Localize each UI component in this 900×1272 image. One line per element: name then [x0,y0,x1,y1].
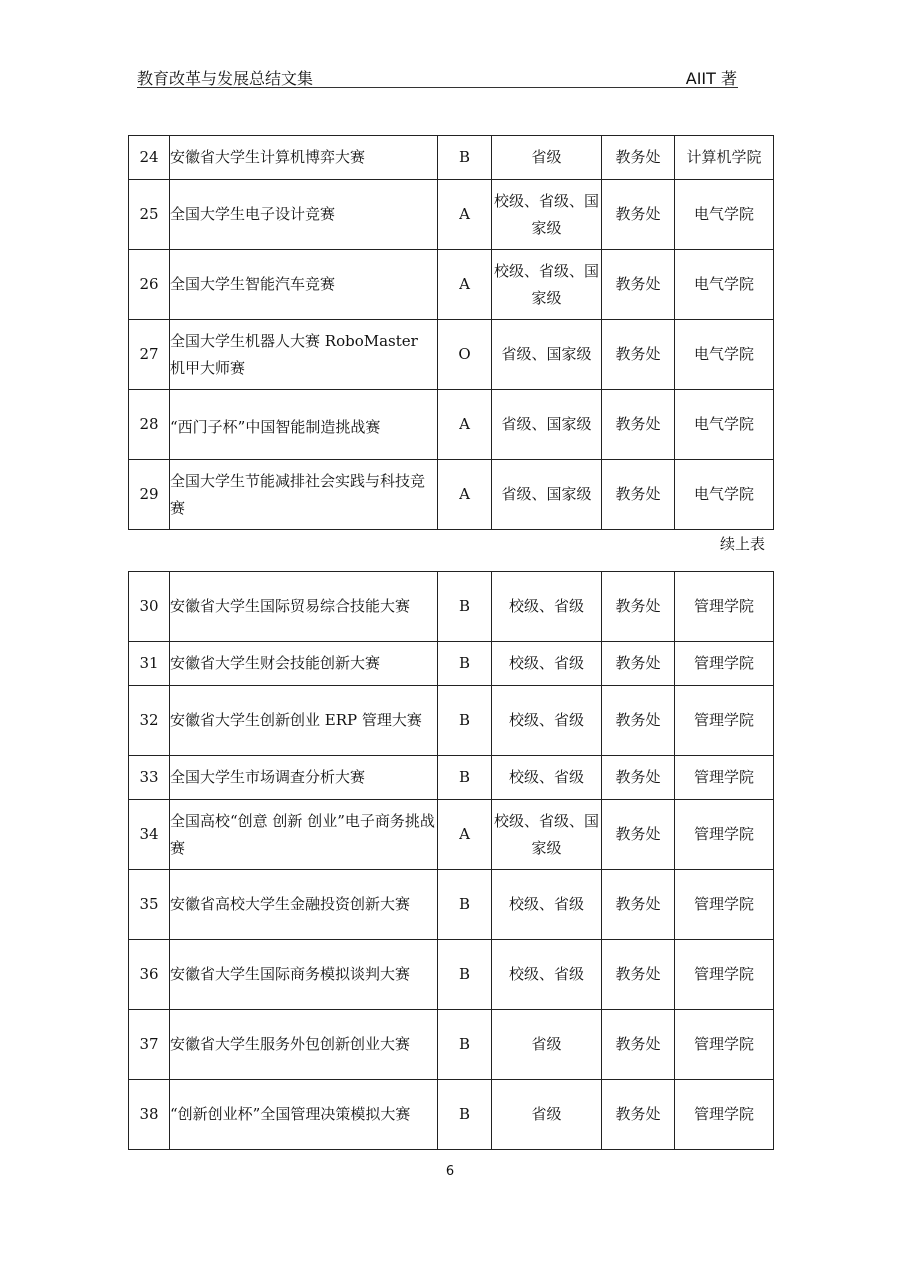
row-number: 34 [129,800,170,870]
table-row [129,250,774,320]
continued-label: 续上表 [719,535,765,553]
table-row [129,320,774,390]
competition-name [170,180,438,250]
host-department: 电气学院 [675,390,774,460]
competition-name-text: “西门子杯”中国智能制造挑战赛 [170,418,381,436]
organizing-office: 教务处 [602,136,675,180]
table-row [129,1080,774,1150]
competition-name [170,572,438,642]
competition-name [170,642,438,686]
competition-table-part2 [128,571,774,1150]
row-number: 25 [129,180,170,250]
competition-name [170,1010,438,1080]
competition-name-text: 全国大学生智能汽车竞赛 [170,275,336,293]
table-row [129,180,774,250]
row-number: 28 [129,390,170,460]
organizing-office: 教务处 [602,250,675,320]
row-number: 30 [129,572,170,642]
organizing-office: 教务处 [602,390,675,460]
row-number: 37 [129,1010,170,1080]
competition-category: B [438,136,492,180]
competition-name [170,390,438,460]
host-department: 计算机学院 [675,136,774,180]
organizing-office: 教务处 [602,756,675,800]
competition-name [170,870,438,940]
competition-level: 校级、省级 [492,686,602,756]
header-rule [137,87,738,88]
running-header-author: AIIT 著 [685,69,737,88]
competition-category: B [438,870,492,940]
host-department: 管理学院 [675,940,774,1010]
competition-name [170,250,438,320]
competition-table-part1 [128,135,774,530]
competition-category: O [438,320,492,390]
organizing-office: 教务处 [602,180,675,250]
host-department: 管理学院 [675,686,774,756]
competition-category: A [438,180,492,250]
table-row [129,390,774,460]
host-department: 电气学院 [675,250,774,320]
host-department: 管理学院 [675,870,774,940]
table-row [129,940,774,1010]
competition-category: B [438,756,492,800]
competition-category: B [438,686,492,756]
running-header-title: 教育改革与发展总结文集 [137,69,314,88]
host-department: 电气学院 [675,460,774,530]
competition-level: 校级、省级、国家级 [492,180,602,250]
competition-level: 校级、省级 [492,940,602,1010]
competition-name [170,940,438,1010]
host-department: 管理学院 [675,642,774,686]
page-number: 6 [445,1164,455,1179]
table-row [129,1010,774,1080]
row-number: 24 [129,136,170,180]
competition-category: B [438,1080,492,1150]
competition-name-text: 全国大学生节能减排社会实践与科技竞赛 [170,471,426,517]
row-number: 32 [129,686,170,756]
competition-level: 省级、国家级 [492,320,602,390]
organizing-office: 教务处 [602,642,675,686]
competition-level: 校级、省级、国家级 [492,800,602,870]
host-department: 电气学院 [675,180,774,250]
organizing-office: 教务处 [602,800,675,870]
competition-name [170,756,438,800]
table-row [129,686,774,756]
organizing-office: 教务处 [602,686,675,756]
host-department: 管理学院 [675,1010,774,1080]
competition-level: 省级 [492,136,602,180]
competition-name [170,686,438,756]
organizing-office: 教务处 [602,320,675,390]
competition-name [170,800,438,870]
competition-level: 省级、国家级 [492,460,602,530]
competition-category: A [438,250,492,320]
competition-name-text: 安徽省大学生国际商务模拟谈判大赛 [170,965,411,983]
organizing-office: 教务处 [602,940,675,1010]
table-row [129,572,774,642]
competition-level: 校级、省级、国家级 [492,250,602,320]
competition-name-text: 安徽省大学生财会技能创新大赛 [170,654,381,672]
organizing-office: 教务处 [602,1080,675,1150]
competition-level: 校级、省级 [492,642,602,686]
competition-name [170,136,438,180]
competition-name-text: 全国高校“创意 创新 创业”电子商务挑战赛 [170,811,435,857]
competition-name-text: 安徽省大学生服务外包创新创业大赛 [170,1035,411,1053]
competition-level: 省级、国家级 [492,390,602,460]
table-row [129,870,774,940]
competition-level: 省级 [492,1080,602,1150]
competition-level: 校级、省级 [492,756,602,800]
competition-level: 校级、省级 [492,870,602,940]
competition-name [170,320,438,390]
competition-name-text: 全国大学生机器人大赛 RoboMaster 机甲大师赛 [170,331,418,377]
row-number: 31 [129,642,170,686]
competition-name [170,1080,438,1150]
table-row [129,460,774,530]
competition-category: B [438,642,492,686]
table-row [129,756,774,800]
row-number: 35 [129,870,170,940]
competition-level: 校级、省级 [492,572,602,642]
table-row [129,800,774,870]
competition-name-text: 全国大学生电子设计竞赛 [170,205,336,223]
competition-level: 省级 [492,1010,602,1080]
competition-category: A [438,800,492,870]
competition-category: B [438,1010,492,1080]
row-number: 38 [129,1080,170,1150]
competition-name-text: 安徽省高校大学生金融投资创新大赛 [170,895,411,913]
row-number: 29 [129,460,170,530]
row-number: 33 [129,756,170,800]
host-department: 电气学院 [675,320,774,390]
organizing-office: 教务处 [602,870,675,940]
competition-name [170,460,438,530]
table-row [129,642,774,686]
competition-name-text: 安徽省大学生创新创业 ERP 管理大赛 [170,711,422,729]
organizing-office: 教务处 [602,460,675,530]
row-number: 26 [129,250,170,320]
competition-name-text: 全国大学生市场调查分析大赛 [170,768,366,786]
competition-name-text: “创新创业杯”全国管理决策模拟大赛 [170,1105,411,1123]
host-department: 管理学院 [675,572,774,642]
host-department: 管理学院 [675,1080,774,1150]
competition-name-text: 安徽省大学生计算机博弈大赛 [170,148,366,166]
row-number: 36 [129,940,170,1010]
competition-name-text: 安徽省大学生国际贸易综合技能大赛 [170,597,411,615]
competition-category: B [438,940,492,1010]
competition-category: A [438,460,492,530]
table-row [129,136,774,180]
organizing-office: 教务处 [602,572,675,642]
competition-category: A [438,390,492,460]
host-department: 管理学院 [675,800,774,870]
row-number: 27 [129,320,170,390]
competition-category: B [438,572,492,642]
organizing-office: 教务处 [602,1010,675,1080]
host-department: 管理学院 [675,756,774,800]
